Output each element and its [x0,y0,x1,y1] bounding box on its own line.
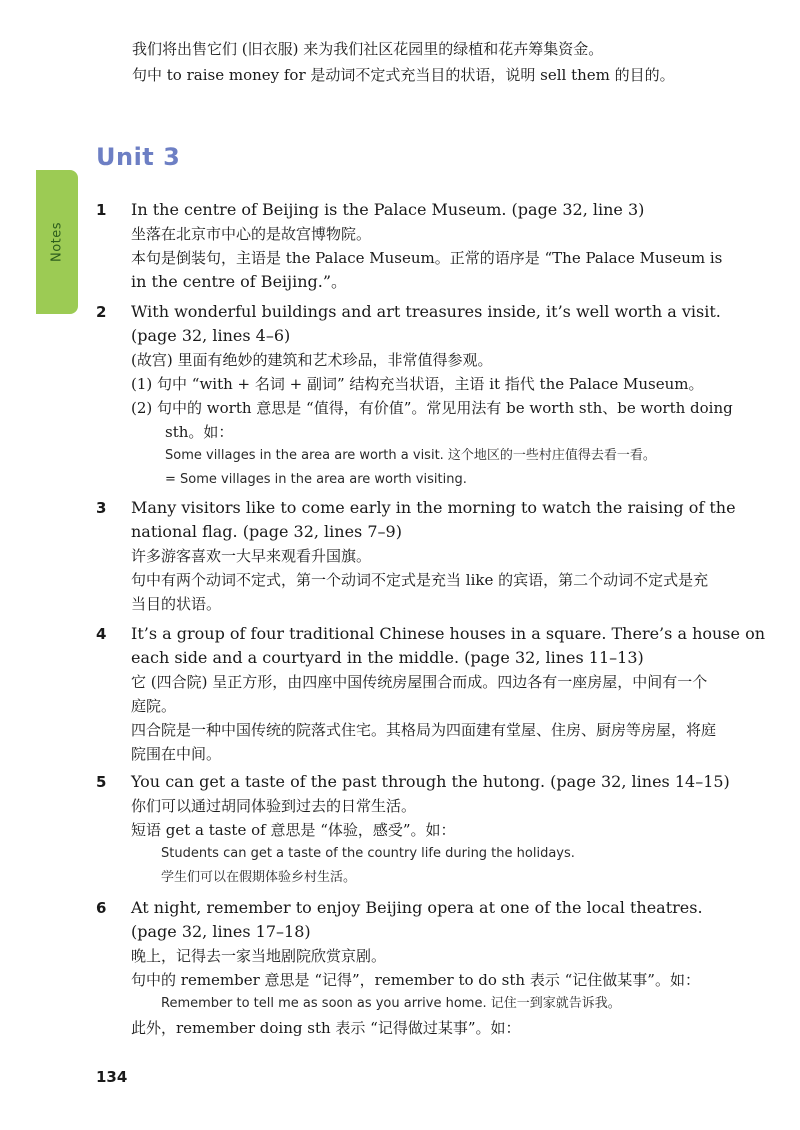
note-reference: national flag. (page 32, lines 7–9) [131,522,402,541]
note-explanation: in the centre of Beijing.”。 [131,272,348,291]
page-number: 134 [96,1068,128,1086]
note-item-1 [96,198,766,294]
note-reference: (page 32, lines 17–18) [131,922,311,941]
note-number: 2 [96,303,107,321]
note-number: 5 [96,773,107,791]
note-number: 1 [96,201,107,219]
example-translation: 学生们可以在假期体验乡村生活。 [161,870,357,885]
note-reference: (page 32, lines 4–6) [131,326,291,345]
note-translation: 晚上，记得去一家当地剧院欣赏京剧。 [131,947,387,965]
example-sentence: = Some villages in the area are worth visiting. [165,472,467,487]
example-sentence: Some villages in the area are worth a visit. 这个地区的一些村庄值得去看一看。 [165,448,656,463]
note-item-4 [96,622,766,766]
note-item-6 [96,896,766,1040]
note-sentence: You can get a taste of the past through the hutong. (page 32, lines 14–15) [131,772,730,791]
intro-line: 句中 to raise money for 是动词不定式充当目的状语，说明 sell them 的目的。 [132,66,675,84]
intro-line: 我们将出售它们 (旧衣服) 来为我们社区花园里的绿植和花卉筹集资金。 [132,40,604,58]
intro-paragraph [132,36,772,88]
note-translation: 你们可以通过胡同体验到过去的日常生活。 [131,797,417,815]
note-number: 6 [96,899,107,917]
note-point: (1) 句中 “with + 名词 + 副词” 结构充当状语，主语 it 指代 the Palace Museum。 [131,375,704,393]
note-item-3 [96,496,766,616]
note-sentence: At night, remember to enjoy Beijing opera at one of the local theatres. [131,898,703,917]
note-item-5 [96,770,766,890]
note-explanation: 当目的状语。 [131,595,222,613]
notes-side-tab-label: Notes [49,221,65,263]
note-explanation: 短语 get a taste of 意思是 “体验，感受”。如： [131,821,456,839]
note-translation: 它 (四合院) 呈正方形，由四座中国传统房屋围合而成。四边各有一座房屋，中间有一个 [131,673,708,691]
note-sentence: Many visitors like to come early in the morning to watch the raising of the [131,498,736,517]
note-explanation: 句中有两个动词不定式，第一个动词不定式是充当 like 的宾语，第二个动词不定式是充 [131,571,709,589]
example-sentence: Students can get a taste of the country life during the holidays. [161,846,575,861]
note-translation: 许多游客喜欢一大早来观看升国旗。 [131,547,372,565]
note-explanation: 四合院是一种中国传统的院落式住宅。其格局为四面建有堂屋、住房、厨房等房屋，将庭 [131,721,717,739]
note-item-2 [96,300,766,492]
note-explanation: 句中的 remember 意思是 “记得”，remember to do sth 表示 “记住做某事”。如： [131,971,700,989]
example-sentence: Remember to tell me as soon as you arrive home. 记住一到家就告诉我。 [161,996,621,1011]
note-sentence: With wonderful buildings and art treasures inside, it’s well worth a visit. [131,302,721,321]
note-sentence: It’s a group of four traditional Chinese houses in a square. There’s a house on [131,624,766,643]
note-sentence: each side and a courtyard in the middle. (page 32, lines 11–13) [131,648,644,667]
note-translation: 坐落在北京市中心的是故宫博物院。 [131,225,372,243]
note-number: 3 [96,499,107,517]
note-translation: 庭院。 [131,697,177,715]
note-explanation: 此外，remember doing sth 表示 “记得做过某事”。如： [131,1019,521,1037]
note-explanation: 院围在中间。 [131,745,222,763]
notes-side-tab [36,170,78,314]
note-explanation: 本句是倒装句，主语是 the Palace Museum。正常的语序是 “The Palace Museum is [131,249,723,267]
unit-title: Unit 3 [96,143,181,171]
note-point-continued: sth。如： [165,423,234,441]
note-number: 4 [96,625,107,643]
note-point: (2) 句中的 worth 意思是 “值得，有价值”。常见用法有 be worth sth、be worth doing [131,399,733,417]
note-translation: (故宫) 里面有绝妙的建筑和艺术珍品，非常值得参观。 [131,351,493,369]
note-sentence: In the centre of Beijing is the Palace Museum. (page 32, line 3) [131,200,645,219]
